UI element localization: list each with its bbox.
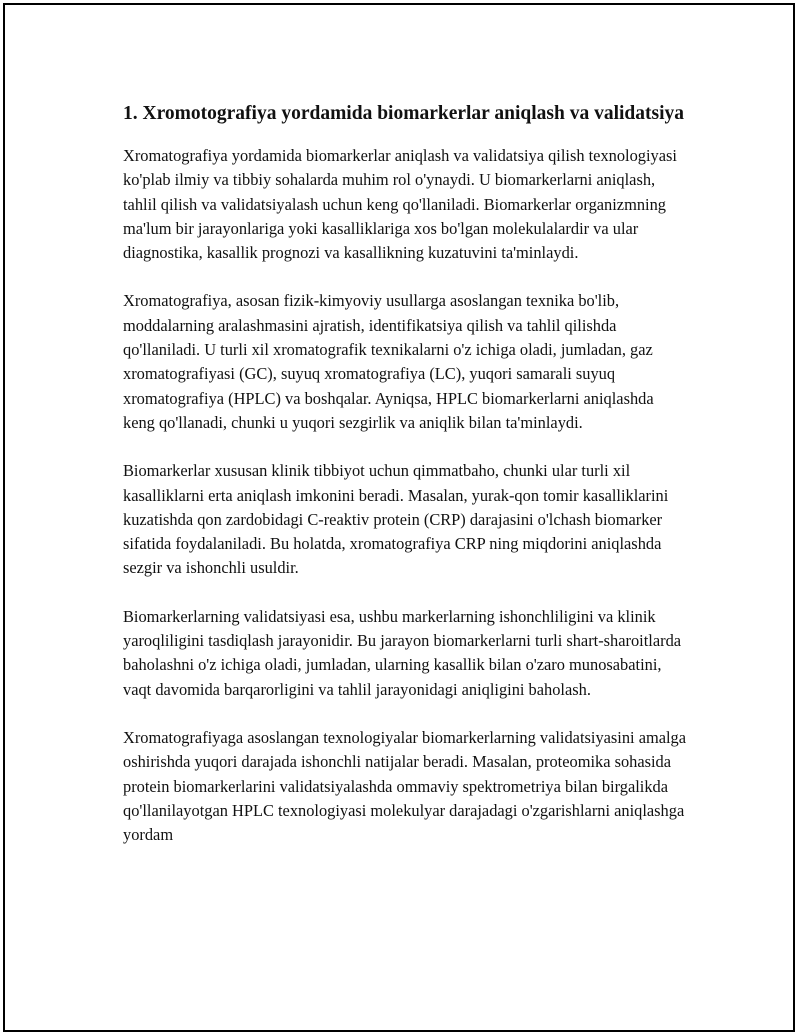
paragraph-4: Biomarkerlarning validatsiyasi esa, ushbu markerlarning ishonchliligini va klinik yaroqliligini tasdiqlash jarayonidir. Bu jarayon biomarkerlarni turli shart-sharoitlarda baholashni o'z ichiga oladi, jumladan, ularning kasallik bilan o'zaro munosabatini, vaqt davomida barqarorligini va tahlil jarayonidagi aniqligini baholash. [123,606,682,699]
section-heading: 1. Xromotografiya yordamida biomarkerlar aniqlash va validatsiya [123,103,684,124]
paragraph-5: Xromatografiyaga asoslangan texnologiyalar biomarkerlarning validatsiyasini amalga oshirishda yuqori darajada ishonchli natijalar beradi. Masalan, proteomika sohasida protein biomarkerlarini validatsiyalashda ommaviy spektrometriya bilan birgalikda qo'llanilayotgan HPLC texnologiyasi molekulyar darajadagi o'zgarishlarni aniqlashga yordam [123,727,687,845]
page-frame [3,3,795,1032]
document-body [123,100,688,871]
paragraph-1: Xromatografiya yordamida biomarkerlar aniqlash va validatsiya qilish texnologiyasi ko'plab ilmiy va tibbiy sohalarda muhim rol o'ynaydi. U biomarkerlarni aniqlash, tahlil qilish va validatsiyalash uchun keng qo'llaniladi. Biomarkerlar organizmning ma'lum bir jarayonlariga yoki kasalliklariga xos bo'lgan molekulalardir va ular diagnostika, kasallik prognozi va kasallikning kuzatuvini ta'minlaydi. [123,146,677,263]
paragraph-3: Biomarkerlar xususan klinik tibbiyot uchun qimmatbaho, chunki ular turli xil kasalliklarni erta aniqlash imkonini beradi. Masalan, yurak-qon tomir kasalliklarini kuzatishda qon zardobidagi C-reaktiv protein (CRP) darajasini o'lchash biomarker sifatida foydalaniladi. Bu holatda, xromatografiya CRP ning miqdorini aniqlashda sezgir va ishonchli usuldir. [123,461,669,578]
paragraph-2: Xromatografiya, asosan fizik-kimyoviy usullarga asoslangan texnika bo'lib, moddalarning aralashmasini ajratish, identifikatsiya qilish va tahlil qilishda qo'llaniladi. U turli xil xromatografik texnikalarni o'z ichiga oladi, jumladan, gaz xromatografiyasi (GC), suyuq xromatografiya (LC), yuqori samarali suyuq xromatografiya (HPLC) va boshqalar. Ayniqsa, HPLC biomarkerlarni aniqlashda keng qo'llanadi, chunki u yuqori sezgirlik va aniqlik bilan ta'minlaydi. [123,291,654,432]
